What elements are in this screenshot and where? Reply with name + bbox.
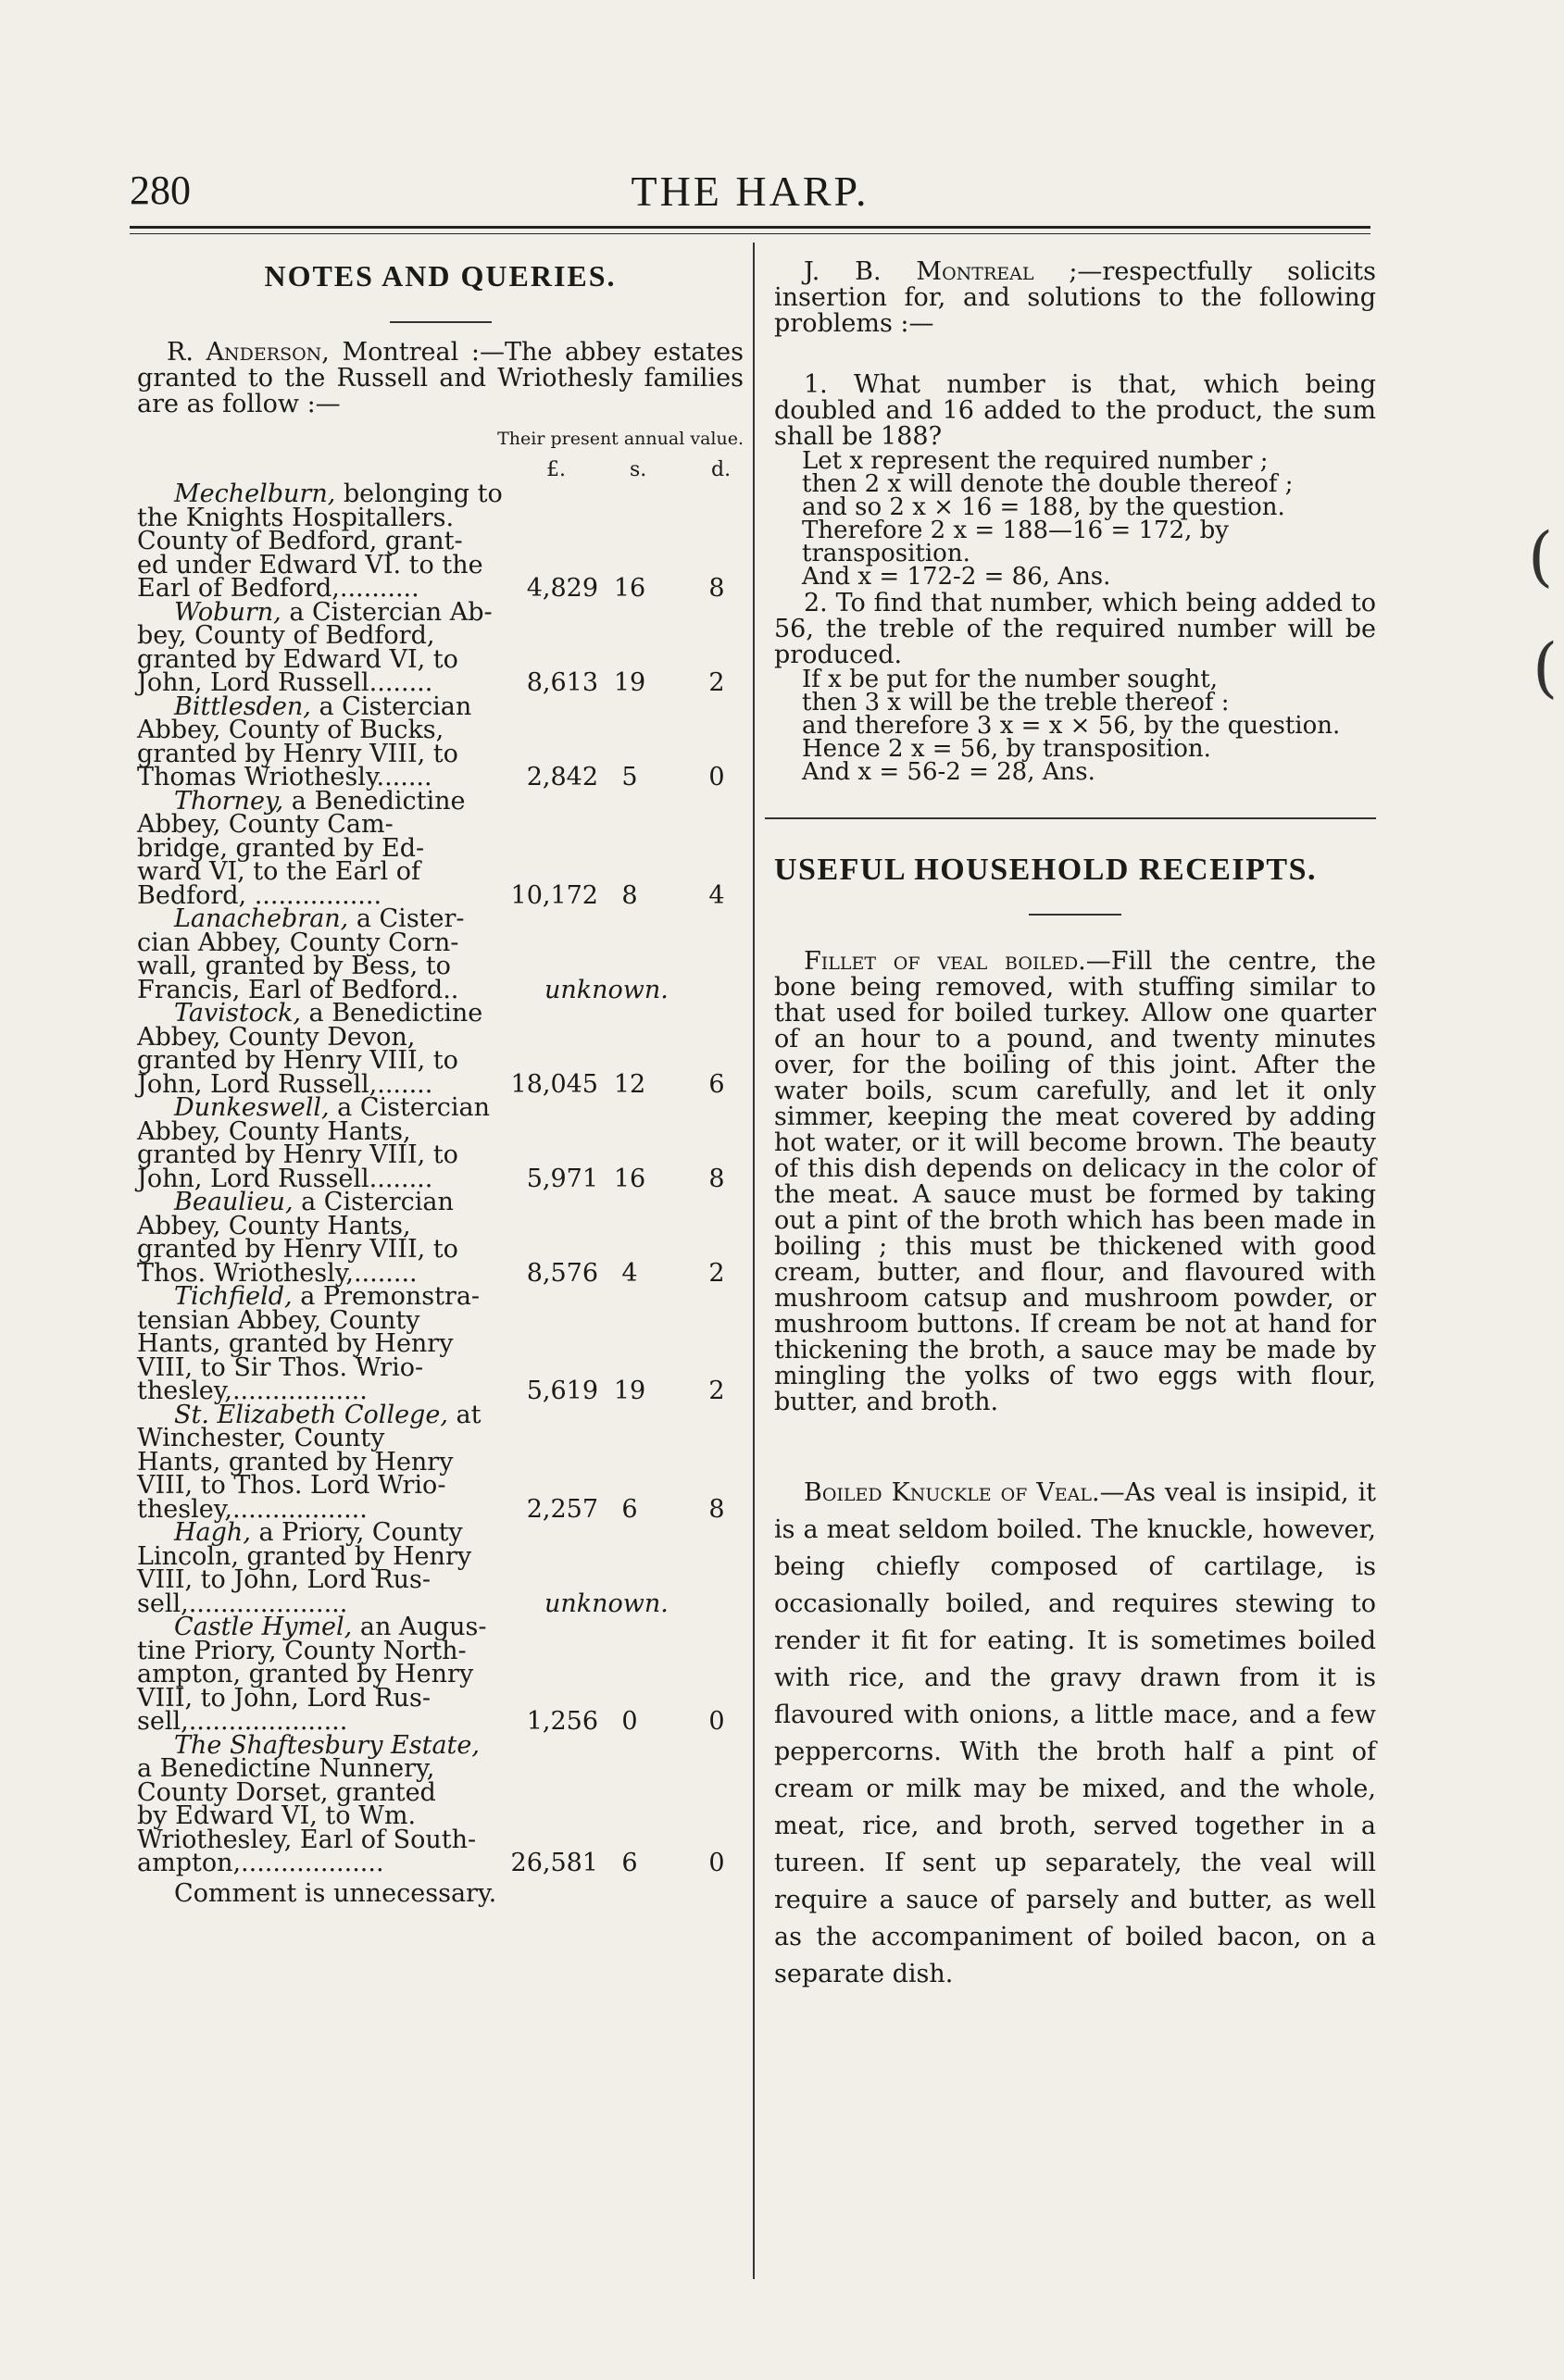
value-pence: 8 (708, 1494, 725, 1524)
value-pence: 4 (708, 880, 725, 910)
title-rule (390, 321, 492, 323)
estate-entry (137, 786, 744, 910)
page-header (130, 167, 1370, 222)
intro-name: R. Anderson, (167, 338, 330, 367)
solution-line: Therefore 2 x = 188—16 = 172, by transposition. (802, 517, 1229, 567)
estate-line: ed under Edward VI. to the (137, 550, 483, 579)
query-name: J. B. Montreal (804, 257, 1034, 286)
estate-entry (137, 1282, 744, 1405)
estate-line: wall, granted by Bess, to (137, 952, 451, 980)
estate-name: Thorney, (174, 786, 284, 816)
estate-line: Hants, granted by Henry (137, 1329, 454, 1358)
estate-line: at (447, 1400, 482, 1429)
recipe-boiled-knuckle (774, 1475, 1376, 1993)
estate-name: Hagh, (174, 1518, 251, 1547)
estate-line: ampton, granted by Henry (137, 1660, 474, 1688)
estate-line: bey, County of Bedford, (137, 621, 435, 650)
problem-2: 2. To find that number, which being added to 56, the treble of the required number will be produced. (774, 589, 1376, 669)
estate-line: cian Abbey, County Corn- (137, 928, 459, 957)
estate-line: an Augus- (352, 1613, 487, 1641)
margin-bracket-mark: ( (1528, 518, 1554, 594)
value-pounds: 10,172 (510, 880, 598, 910)
estate-line: a Priory, County (250, 1518, 463, 1547)
solution-line: Hence 2 x = 56, by transposition. (802, 735, 1211, 763)
section-divider (765, 817, 1376, 819)
estate-line: ward VI, to the Earl of (137, 857, 420, 886)
estate-grant-line: sell,.................... (137, 1707, 348, 1736)
value-pounds: 5,971 (526, 1164, 598, 1193)
solution-line: and so 2 x × 16 = 188, by the question. (802, 493, 1285, 521)
value-shillings: 0 (621, 1707, 638, 1736)
value-shillings: 19 (613, 668, 646, 697)
estate-entry (137, 1730, 744, 1877)
value-pence: 0 (708, 763, 725, 791)
value-pounds: 8,576 (526, 1258, 598, 1288)
value-shillings: 6 (621, 1494, 638, 1524)
value-pence: 8 (708, 1164, 725, 1193)
margin-bracket-mark: ( (1533, 629, 1558, 705)
solution-2 (774, 668, 1376, 784)
estate-line: the Knights Hospitallers. (137, 503, 455, 532)
value-pounds: 18,045 (510, 1069, 598, 1099)
estate-grant-line: Francis, Earl of Bedford.. (137, 975, 459, 1004)
solution-line: and therefore 3 x = x × 56, by the question. (802, 712, 1341, 740)
estate-grant-line: John, Lord Russell........ (137, 1164, 433, 1193)
closing-comment: Comment is unnecessary. (174, 1878, 497, 1908)
estate-grant-line: John, Lord Russell........ (137, 668, 433, 697)
receipts-title: USEFUL HOUSEHOLD RECEIPTS. (774, 853, 1317, 887)
solution-line: And x = 172-2 = 86, Ans. (802, 563, 1111, 591)
estate-entry (137, 904, 744, 1004)
header-rule-thin (130, 233, 1370, 234)
estate-entry (137, 1188, 744, 1288)
solution-line: If x be put for the number sought, (802, 666, 1219, 693)
recipe-2-title: Boiled Knuckle of Veal. (804, 1478, 1100, 1507)
estate-entry (137, 692, 744, 791)
estate-line: Abbey, County Cam- (137, 810, 394, 839)
estate-name: The Shaftesbury Estate, (174, 1730, 480, 1760)
estate-line: Wriothesley, Earl of South- (137, 1825, 477, 1854)
query-text: ;—respectfully solicits insertion for, and solutions to the following problems :— (774, 257, 1376, 338)
estate-line: a Cistercian (293, 1188, 454, 1216)
running-title: THE HARP. (631, 168, 870, 215)
estate-name: Lanachebran, (174, 904, 349, 933)
left-column (137, 259, 744, 1908)
estate-name: Mechelburn, (174, 480, 336, 508)
right-column (774, 259, 1376, 1993)
estate-line: tine Priory, County North- (137, 1636, 467, 1665)
value-pounds: 26,581 (510, 1849, 598, 1877)
estate-entry (137, 597, 744, 697)
value-pence: 0 (708, 1849, 725, 1877)
intro-paragraph (137, 340, 744, 417)
value-pounds: 8,613 (526, 668, 598, 697)
problem-1: 1. What number is that, which being doubled and 16 added to the product, the sum shall be 188? (774, 370, 1376, 451)
value-shillings: 12 (613, 1069, 646, 1099)
estate-line: Abbey, County Devon, (137, 1022, 416, 1052)
value-shillings: 19 (613, 1377, 646, 1405)
value-pounds: 5,619 (526, 1377, 598, 1405)
estate-name: Castle Hymel, (174, 1613, 353, 1641)
value-shillings: 5 (621, 763, 638, 791)
recipe-2-text: —As veal is insipid, it is a meat seldom boiled. The knuckle, however, being chiefly composed of cartilage, is occasionally boiled, and requires stewing to render it fit for eating. It is sometimes boiled with rice, and the gravy drawn from it is flavoured with onions, a little mace, and a few peppercorns. With the broth half a pint of cream or milk may be mixed, and the whole, meat, rice, and broth, served together in a tureen. If sent up separately, the veal will require a sauce of parsely and butter, as well as the accompaniment of boiled bacon, on a separate dish. (774, 1478, 1377, 1988)
value-unknown: unknown. (544, 1589, 669, 1618)
estate-name: St. Elizabeth College, (174, 1400, 448, 1429)
estate-line: County Dorset, granted (137, 1777, 436, 1807)
query-paragraph (774, 259, 1376, 337)
intro-text: Montreal :—The abbey estates granted to the Russell and Wriothesly families are as follow :— (137, 338, 744, 418)
value-shillings: 6 (621, 1849, 638, 1877)
estates-list (137, 482, 744, 1875)
estate-grant-line: sell,.................... (137, 1589, 348, 1618)
estate-line: VIII, to Thos. Lord Wrio- (137, 1471, 446, 1500)
solution-line: Let x represent the required number ; (802, 447, 1269, 475)
estate-line: a Cistercian Ab- (281, 597, 493, 627)
estate-entry (137, 1093, 744, 1193)
estate-entry (137, 1400, 744, 1524)
estate-line: by Edward VI, to Wm. (137, 1801, 417, 1830)
value-pence: 2 (708, 668, 725, 697)
pounds-heading: £. (546, 458, 566, 481)
value-pence: 2 (708, 1377, 725, 1405)
estate-name: Woburn, (174, 597, 282, 627)
estate-line: Lincoln, granted by Henry (137, 1541, 472, 1571)
estate-name: Tavistock, (174, 999, 301, 1028)
estate-line: Abbey, County of Bucks, (137, 716, 444, 744)
estate-line: VIII, to Sir Thos. Wrio- (137, 1352, 424, 1382)
estate-grant-line: Thos. Wriothesly,........ (137, 1258, 418, 1288)
estate-line: Abbey, County Hants, (137, 1211, 411, 1240)
estate-line: a Premonstra- (292, 1282, 481, 1311)
value-pounds: 2,257 (526, 1494, 598, 1524)
value-pounds: 2,842 (526, 763, 598, 791)
estate-entry (137, 482, 744, 601)
estate-line: a Cistercian (310, 692, 472, 721)
value-pence: 8 (708, 574, 725, 603)
estate-line: Abbey, County Hants, (137, 1116, 411, 1146)
estate-line: bridge, granted by Ed- (137, 833, 425, 863)
value-pence: 6 (708, 1069, 725, 1099)
value-note: Their present annual value. (497, 429, 744, 449)
column-divider (753, 243, 755, 2279)
value-pounds: 1,256 (526, 1707, 598, 1736)
estate-line: a Benedictine Nunnery, (137, 1754, 435, 1783)
estate-line: a Cister- (348, 904, 465, 933)
estate-grant-line: Bedford, ................ (137, 880, 382, 910)
estate-grant-line: Thomas Wriothesly....... (137, 763, 432, 791)
estate-grant-line: thesley,................. (137, 1494, 368, 1524)
estate-line: a Benedictine (283, 786, 466, 816)
estate-line: Winchester, County (137, 1424, 385, 1452)
estate-line: Hants, granted by Henry (137, 1447, 454, 1477)
estate-entry (137, 1518, 744, 1618)
estate-name: Beaulieu, (174, 1188, 294, 1216)
value-pounds: 4,829 (526, 574, 598, 603)
value-shillings: 16 (613, 1164, 646, 1193)
solution-line: then 3 x will be the treble thereof : (802, 689, 1230, 716)
estate-name: Dunkeswell, (174, 1093, 330, 1122)
estate-line: granted by Henry VIII, to (137, 1046, 458, 1075)
value-shillings: 8 (621, 880, 638, 910)
estate-line: granted by Henry VIII, to (137, 1235, 458, 1264)
value-shillings: 16 (613, 574, 646, 603)
estate-grant-line: John, Lord Russell,....... (137, 1069, 433, 1099)
recipe-fillet-of-veal (774, 949, 1376, 1415)
pence-heading: d. (711, 458, 732, 481)
solution-line: And x = 56-2 = 28, Ans. (802, 758, 1095, 786)
estate-name: Tichfield, (174, 1282, 293, 1311)
estate-line: belonging to (335, 480, 503, 508)
estate-line: a Cistercian (329, 1093, 490, 1122)
solution-1 (774, 447, 1376, 591)
recipe-1-title: Fillet of veal boiled. (804, 947, 1086, 976)
estate-line: tensian Abbey, County (137, 1305, 420, 1335)
value-pence: 0 (708, 1707, 725, 1736)
estate-grant-line: ampton,.................. (137, 1849, 384, 1877)
header-rule (130, 226, 1370, 229)
value-shillings: 4 (621, 1258, 638, 1288)
shillings-heading: s. (630, 458, 647, 481)
notes-queries-title: NOTES AND QUERIES. (264, 259, 617, 293)
estate-grant-line: thesley,................. (137, 1377, 368, 1405)
estate-line: VIII, to John, Lord Rus- (137, 1683, 432, 1713)
value-unknown: unknown. (544, 975, 669, 1004)
recipe-1-text: —Fill the centre, the bone being removed, with stuffing similar to that used for boiled turkey. Allow one quarter of an hour to a pound, and twenty minutes over, for the boiling of this joint. After the water boils, scum carefully, and let it only simmer, keeping the meat covered by adding hot water, or it will become brown. The beauty of this dish depends on delicacy in the color of the meat. A sauce must be formed by taking out a pint of the broth which has been made in boiling ; this must be thickened with good cream, butter, and flour, and flavoured with mushroom catsup and mushroom powder, or mushroom buttons. If cream be not at hand for thickening the broth, a sauce may be made by mingling the yolks of two eggs with flour, butter, and broth. (774, 947, 1376, 1416)
estate-line: VIII, to John, Lord Rus- (137, 1565, 432, 1594)
estate-line: County of Bedford, grant- (137, 527, 463, 555)
solution-line: then 2 x will denote the double thereof ; (802, 470, 1294, 498)
page-number: 280 (130, 168, 191, 213)
estate-entry (137, 999, 744, 1099)
value-pence: 2 (708, 1258, 725, 1288)
estate-line: granted by Edward VI, to (137, 644, 458, 674)
estate-line: granted by Henry VIII, to (137, 1140, 458, 1169)
receipts-rule (1029, 914, 1121, 916)
estate-grant-line: Earl of Bedford,.......... (137, 574, 419, 603)
estate-name: Bittlesden, (174, 692, 311, 721)
estate-line: granted by Henry VIII, to (137, 739, 458, 768)
money-headings (137, 449, 744, 482)
estate-entry (137, 1615, 744, 1734)
estate-line: a Benedictine (300, 999, 483, 1028)
